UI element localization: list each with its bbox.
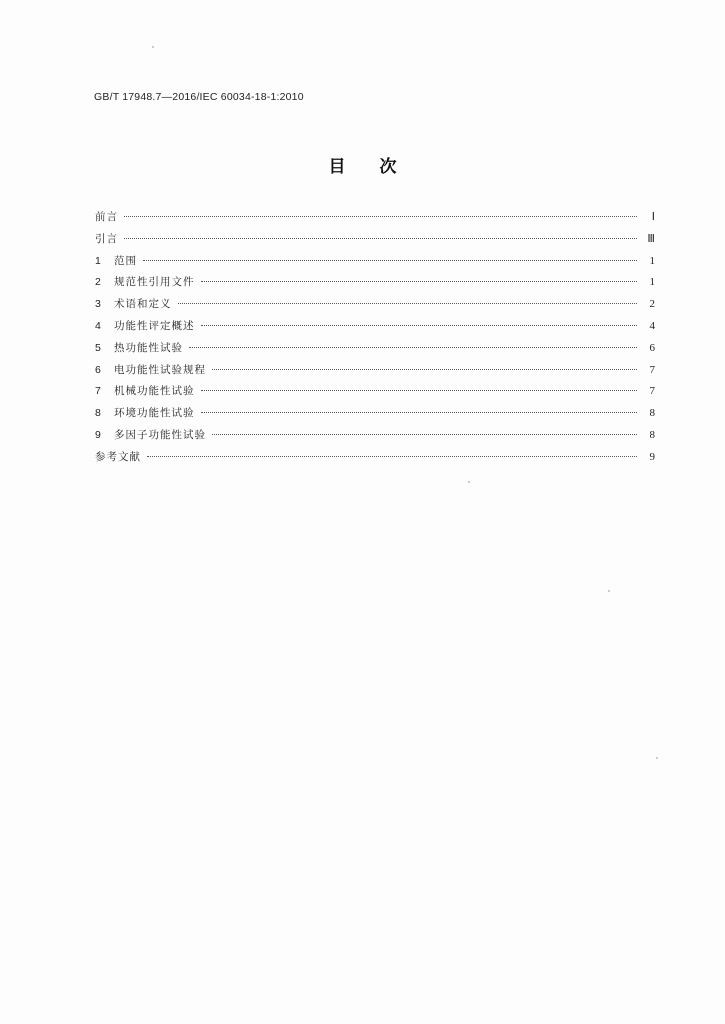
- leader-dots: [212, 424, 637, 435]
- leader-dots: [201, 271, 638, 282]
- toc-entry-label: 术语和定义: [114, 298, 172, 311]
- leader-dots: [178, 293, 638, 304]
- toc-entry-page: 1: [649, 254, 655, 267]
- toc-entry-number: 6: [95, 363, 101, 376]
- leader-dots: [201, 402, 638, 413]
- leader-dots: [201, 315, 638, 326]
- toc-entry-page: Ⅲ: [647, 232, 655, 245]
- toc-entry-label: 规范性引用文件: [114, 276, 195, 289]
- toc-entry-page: 2: [649, 298, 655, 311]
- scan-speck: [656, 757, 658, 759]
- toc-entry-page: Ⅰ: [651, 211, 655, 223]
- toc-entry-number: 8: [95, 407, 101, 420]
- standard-number-header: GB/T 17948.7—2016/IEC 60034-18-1:2010: [94, 91, 304, 103]
- toc-entry-page: 1: [649, 276, 655, 289]
- toc-entry-label: 多因子功能性试验: [114, 428, 206, 441]
- table-of-contents: [95, 209, 655, 471]
- toc-entry-label: 电功能性试验规程: [114, 363, 206, 376]
- toc-entry-page: 4: [649, 319, 655, 332]
- toc-entry-label: 参考文献: [95, 450, 141, 463]
- leader-dots: [201, 380, 638, 391]
- toc-entry-label: 热功能性试验: [114, 341, 183, 354]
- toc-title-char-2: 次: [379, 157, 397, 177]
- toc-title: [0, 152, 725, 177]
- toc-entry-label: 引言: [95, 232, 118, 245]
- toc-entry-page: 8: [649, 428, 655, 441]
- toc-entry-page: 7: [649, 385, 655, 398]
- leader-dots: [143, 250, 637, 261]
- toc-entry-number: 5: [95, 341, 101, 354]
- toc-entry-number: 7: [95, 385, 101, 398]
- toc-entry-label: 范围: [114, 254, 137, 267]
- toc-entry-number: 4: [95, 319, 101, 332]
- toc-entry-label: 前言: [95, 211, 118, 223]
- toc-entry-number: 3: [95, 298, 101, 311]
- leader-dots: [212, 359, 637, 370]
- toc-entry-label: 环境功能性试验: [114, 407, 195, 420]
- toc-entry-number: 9: [95, 428, 101, 441]
- scan-speck: [152, 46, 154, 48]
- scan-speck: [608, 590, 610, 592]
- toc-entry-number: 1: [95, 254, 101, 267]
- leader-dots: [189, 337, 637, 348]
- toc-entry-bibliography[interactable]: [95, 449, 655, 471]
- leader-dots: [147, 446, 637, 457]
- toc-entry-label: 机械功能性试验: [114, 385, 195, 398]
- toc-entry-page: 8: [649, 407, 655, 420]
- leader-dots: [124, 206, 637, 217]
- leader-dots: [124, 228, 637, 239]
- toc-entry-page: 6: [649, 341, 655, 354]
- toc-entry-page: 9: [649, 450, 655, 463]
- toc-title-char-1: 目: [328, 157, 346, 177]
- toc-entry-page: 7: [649, 363, 655, 376]
- toc-entry-label: 功能性评定概述: [114, 319, 195, 332]
- toc-entry-number: 2: [95, 276, 101, 289]
- scan-speck: [468, 481, 470, 483]
